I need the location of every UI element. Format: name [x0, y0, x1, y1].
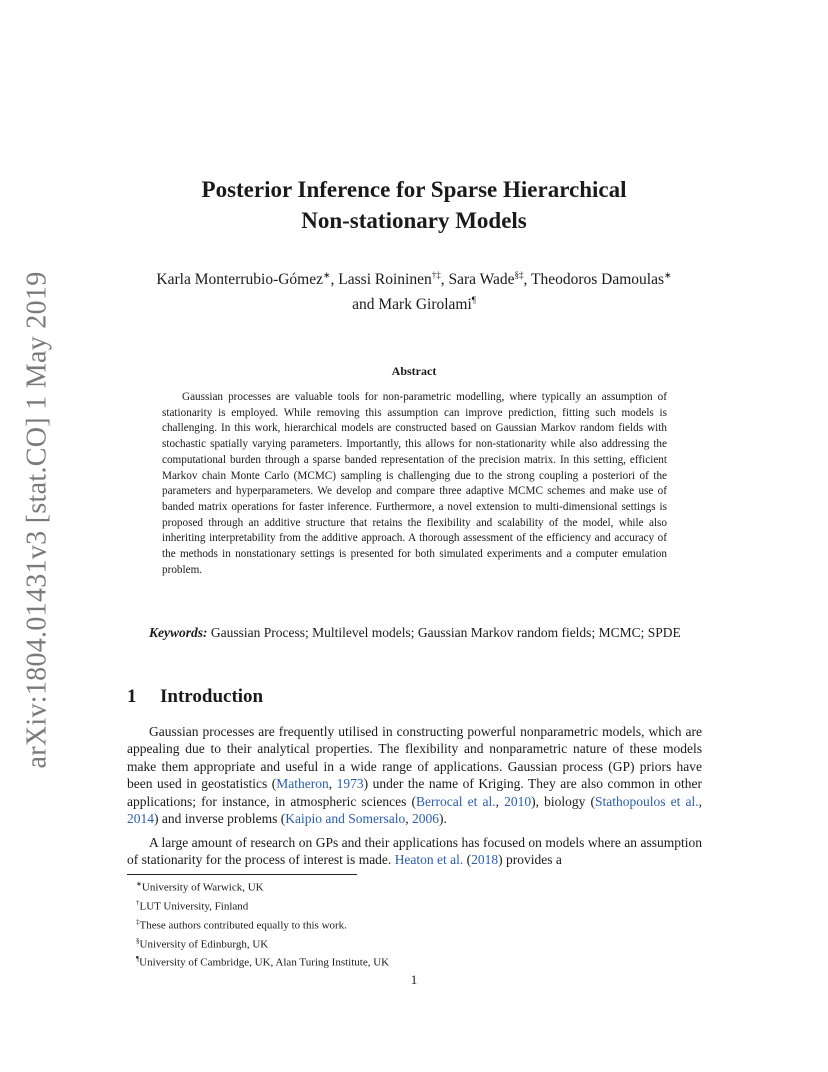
footnote-text: LUT University, Finland	[139, 900, 249, 913]
author-separator: ,	[330, 271, 339, 289]
paragraph-text: ,	[405, 811, 412, 827]
paragraph-text: (	[463, 852, 472, 868]
footnotes	[136, 877, 389, 971]
author-separator: ,	[440, 271, 449, 289]
citation-link[interactable]: Stathopoulos et al.	[595, 793, 699, 809]
keywords-list: Gaussian Process; Multilevel models; Gaussian Markov random fields; MCMC; SPDE	[207, 625, 681, 640]
author-name: Karla Monterrubio-Gómez	[156, 271, 323, 289]
paragraph-text: Gaussian processes are frequently utilised in constructing powerful nonparametric models, which are appealing due to their analytical properties. The flexibility and nonparametric nature of these models make them appropriate and useful in a wide range of applications. Gaussian process (GP) priors have been used in geostatistics (	[127, 724, 702, 792]
paragraph-text: ,	[698, 793, 702, 809]
page-number: 1	[410, 972, 418, 987]
abstract-text: Gaussian processes are valuable tools for non-parametric modelling, where typically an assumption of stationarity is employed. While removing this assumption can improve prediction, fitting such models is challenging. In this work, hierarchical models are constructed based on Gaussian Markov random fields with stochastic spatially varying parameters. Importantly, this allows for non-stationarity while also addressing the computational burden through a sparse banded representation of the precision matrix. In this setting, efficient Markov chain Monte Carlo (MCMC) sampling is challenging due to the strong coupling a posteriori of the parameters and hyperparameters. We develop and compare three adaptive MCMC schemes and make use of banded matrix operations for faster inference. Furthermore, a novel extension to multi-dimensional settings is proposed through an additive structure that retains the flexibility and scalability of the model, while also inheriting interpretability from the additive approach. A thorough assessment of the efficiency and accuracy of the methods in nonstationary settings is presented for both simulated experiments and a computer emulation problem.	[162, 391, 667, 576]
introduction-paragraph-1	[127, 723, 702, 827]
citation-link[interactable]: 2010	[504, 793, 532, 809]
paragraph-text: ).	[438, 811, 447, 827]
footnote	[136, 934, 389, 953]
footnote-mark: ¶	[136, 955, 140, 964]
footnote-text: University of Warwick, UK	[141, 881, 264, 894]
section-title: Introduction	[160, 686, 264, 707]
citation-link[interactable]: 2018	[471, 852, 499, 868]
author-name: Sara Wade	[448, 271, 515, 289]
paragraph-text: ,	[328, 776, 337, 792]
author-line-1	[114, 265, 714, 290]
affiliation-mark: ∗	[323, 270, 331, 280]
footnote	[136, 952, 389, 971]
citation-link[interactable]: 2006	[411, 811, 439, 827]
author-line-2	[114, 290, 714, 315]
footnote	[136, 877, 389, 896]
citation-link[interactable]: 1973	[336, 776, 364, 792]
paragraph-text: ) and inverse problems (	[154, 811, 286, 827]
arxiv-stamp-text: arXiv:1804.01431v3 [stat.CO] 1 May 2019	[21, 271, 53, 769]
affiliation-mark: ¶	[471, 295, 476, 306]
keywords-label: Keywords:	[149, 625, 208, 640]
footnote-divider	[127, 874, 357, 875]
introduction-paragraph-2	[127, 834, 702, 869]
citation-link[interactable]: Berrocal et al.	[416, 793, 496, 809]
paragraph-text: ) provides a	[498, 852, 562, 868]
author-separator: ,	[523, 271, 532, 289]
section-number: 1	[127, 686, 137, 707]
author-conjunction: and	[352, 296, 379, 314]
arxiv-identifier-stamp	[12, 260, 62, 780]
footnote	[136, 915, 389, 934]
paragraph-text: ,	[495, 793, 505, 809]
footnote-text: These authors contributed equally to this work.	[139, 919, 347, 932]
abstract-heading: Abstract	[391, 364, 437, 378]
citation-link[interactable]: 2014	[127, 811, 154, 827]
title-line-2: Non-stationary Models	[301, 208, 527, 233]
author-name: Lassi Roininen	[338, 271, 432, 289]
section-heading	[127, 686, 263, 708]
citation-link[interactable]: Matheron	[276, 776, 329, 792]
citation-link[interactable]: Heaton et al.	[394, 852, 464, 868]
footnote-text: University of Cambridge, UK, Alan Turing Institute, UK	[139, 957, 390, 970]
author-name: Mark Girolami	[378, 296, 472, 314]
footnote-mark: §	[136, 936, 140, 945]
paragraph-text: ) under the name of Kriging. They are also common in other applications; for instance, in atmospheric sciences (	[127, 776, 703, 809]
paragraph-text: ), biology (	[531, 793, 595, 809]
footnote-text: University of Edinburgh, UK	[139, 938, 269, 951]
affiliation-mark: †‡	[431, 270, 441, 280]
footnote-mark: †	[136, 898, 140, 907]
citation-link[interactable]: Kaipio and Somersalo	[285, 811, 406, 827]
author-name: Theodoros Damoulas	[531, 271, 665, 289]
title-line-1: Posterior Inference for Sparse Hierarchical	[201, 177, 627, 202]
author-block	[114, 265, 714, 315]
affiliation-mark: ∗	[664, 270, 672, 280]
keywords	[127, 623, 702, 642]
paper-title	[114, 174, 714, 236]
footnote-mark: ‡	[136, 917, 140, 926]
paragraph-text: A large amount of research on GPs and their applications has focused on models where an assumption of stationarity for the process of interest is made.	[127, 835, 702, 868]
affiliation-mark: §‡	[514, 270, 524, 280]
footnote-mark: ∗	[136, 880, 142, 888]
footnote	[136, 896, 389, 915]
